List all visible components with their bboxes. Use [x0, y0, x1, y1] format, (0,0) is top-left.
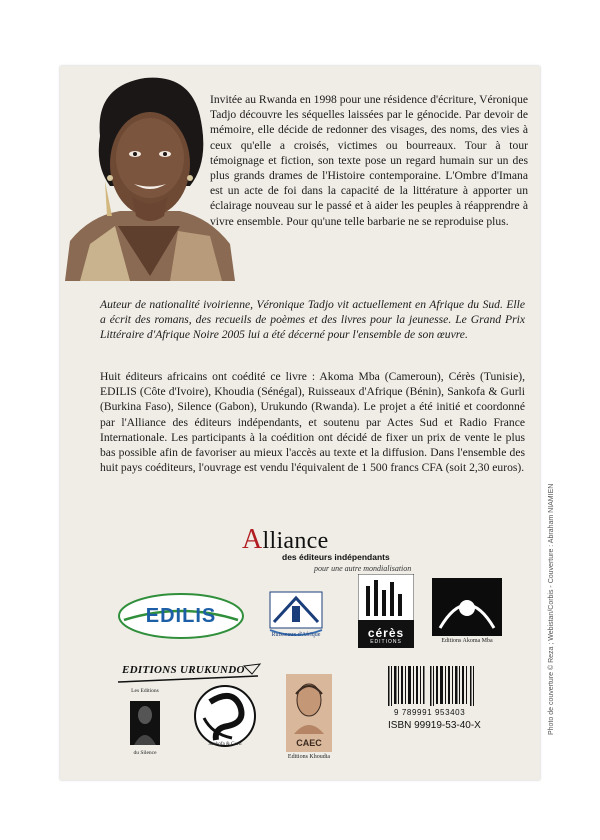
edilis-label: EDILIS [145, 605, 217, 627]
alliance-title-initial: A [242, 524, 263, 555]
ruisseaux-label: Ruisseaux d'Afrique [271, 632, 321, 638]
silence-label-top: Les Editions [131, 688, 159, 694]
ceres-label: cérès [367, 626, 405, 640]
akoma-logo [432, 578, 502, 650]
silence-logo [112, 688, 178, 758]
urukundo-logo [112, 662, 262, 684]
ceres-logo [358, 574, 414, 648]
alliance-title-rest: lliance [262, 528, 329, 554]
khoudia-logo [286, 674, 332, 764]
silence-label-bottom: du Silence [133, 750, 157, 756]
intro-paragraph: Invitée au Rwanda en 1998 pour une résidence d'écriture, Véronique Tadjo découvre les séquelles laissées par le génocide. Par devoir de mémoire, elle décide de redonner des visages, des noms, des vies à ceux qu'elle a croisés, victimes ou bourreaux. Tour à tour témoignage et fiction, son texte pose un regard humain sur un des plus grands drames de l'Histoire contemporaine. L'Ombre d'Imana est un acte de foi dans la capacité de la littérature à apporter un éclairage nouveau sur le passé et à aider les peuples à réapprendre à vivre ensemble. Pour qu'une telle barbarie ne se reproduise plus. [210, 93, 529, 228]
edilis-logo [116, 592, 246, 640]
author-bio-paragraph: Auteur de nationalité ivoirienne, Véronique Tadjo vit actuellement en Afrique du Sud. Elle a écrit des romans, des recueils de poèmes et des livres pour la jeunesse. Le Grand Prix Littéraire d'Afrique Noire 2005 lui a été décerné pour l'ensemble de son œuvre. [100, 298, 525, 342]
barcode-number: 9 789991 953403 [394, 708, 466, 717]
akoma-label: Editions Akoma Mba [441, 638, 493, 644]
book-back-cover [60, 66, 540, 780]
publishers-paragraph: Huit éditeurs africains ont coédité ce livre : Akoma Mba (Cameroun), Cérès (Tunisie), EDILIS (Côte d'Ivoire), Khoudia (Sénégal), Ruisseaux d'Afrique (Bénin), Sankofa & Gurli (Burkina Faso), Silence (Gabon), Urukundo (Rwanda). Le projet a été initié et coordonné par l'Alliance des éditeurs indépendants, et soutenu par Actes Sud et Radio France Internationale. Les participants à la coédition ont décidé de fixer un prix de vente le plus bas possible afin de favoriser au mieux l'accès au texte et la diffusion. Dans l'ensemble des huit pays coéditeurs, l'ouvrage est vendu l'équivalent de 1 500 francs CFA (soit 2,30 euros). [100, 370, 525, 475]
isbn-label: ISBN 99919-53-40-X [388, 720, 481, 731]
author-portrait [60, 66, 235, 281]
alliance-tagline: pour une autre mondialisation [314, 564, 412, 573]
barcode [378, 664, 488, 742]
ceres-sub-label: EDITIONS [370, 639, 402, 645]
khoudia-label: Editions Khoudia [287, 754, 331, 760]
cover-credits: Photo de couverture © Reza ; Webistan/Corbis - Couverture : Abraham NIAMIEN [548, 483, 555, 735]
urukundo-label: EDITIONS URUKUNDO [122, 664, 245, 676]
sankofa-logo [192, 682, 258, 750]
ruisseaux-logo [260, 588, 332, 646]
alliance-logo [242, 524, 442, 576]
alliance-subtitle: des éditeurs indépendants [282, 552, 390, 562]
khoudia-mark: CAEC [296, 738, 322, 748]
sankofa-label: Sankofa & Gurli [208, 742, 242, 747]
urukundo-pen-icon [244, 664, 260, 674]
